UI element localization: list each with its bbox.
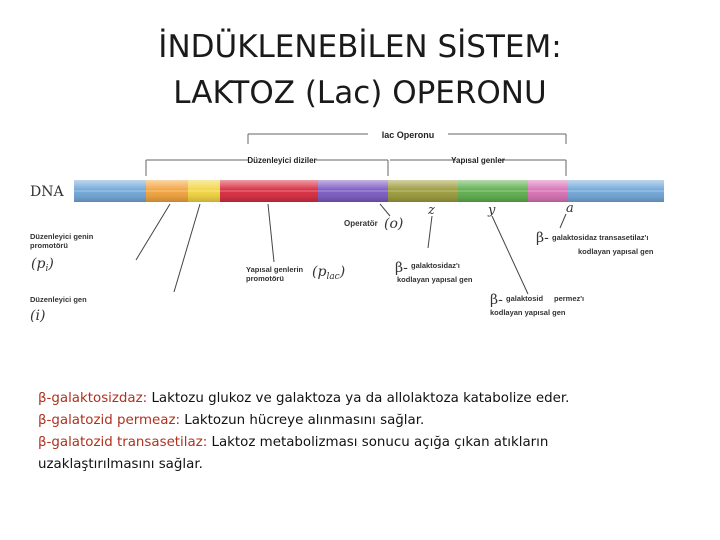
title-line-1: İNDÜKLENEBİLEN SİSTEM: (158, 29, 562, 65)
structural-promoter-label: Yapısal genlerin promotörü (246, 265, 304, 283)
lac-operon-diagram (0, 120, 720, 340)
regulator-gene-label: Düzenleyici gen (30, 295, 87, 304)
gene-a-label: a (566, 201, 574, 216)
description-transacetylase-cont (38, 454, 698, 476)
description-term: β-galatozid transasetilaz: (38, 435, 208, 450)
dna-strand (74, 180, 664, 202)
gene-z-label: z (428, 203, 435, 218)
regulatory-label: Düzenleyici diziler (247, 156, 317, 165)
dna-label: DNA (30, 184, 64, 200)
o-label: (o) (384, 216, 404, 232)
beta-symbol: β- (490, 292, 503, 308)
description-transacetylase (38, 432, 698, 454)
description-text: uzaklaştırılmasını sağlar. (38, 457, 203, 472)
plac-label: $(p_{lac})$ (312, 264, 346, 282)
i-label: (i) (30, 308, 46, 324)
description-text: Laktozu glukoz ve galaktoza ya da allolaktoza katabolize eder. (147, 391, 570, 406)
description-term: β-galaktosizdaz: (38, 391, 148, 406)
description-permease (38, 410, 698, 432)
operator-label: Operatör (344, 219, 378, 228)
transacetylase-label: galaktosidaz transasetilaz'ı kodlayan yapısal gen (552, 233, 654, 256)
description-text: Laktoz metabolizması sonucu açığa çıkan atıkların (207, 435, 549, 450)
beta-symbol: β- (395, 260, 408, 276)
description-term: β-galatozid permeaz: (38, 413, 180, 428)
galactosidase-label: galaktosidaz'ı kodlayan yapısal gen (397, 261, 473, 284)
beta-symbol: β- (536, 230, 549, 246)
pointer-lines (136, 204, 566, 294)
title-line-2: LAKTOZ (Lac) OPERONU (173, 75, 547, 111)
regulator-promoter-label: Düzenleyici genin promotörü (30, 232, 94, 250)
structural-label: Yapısal genler (451, 156, 505, 165)
lac-operon-label: lac Operonu (381, 130, 435, 140)
pi-label: $(p_i)$ (31, 256, 54, 274)
description-galactosidase (38, 388, 698, 410)
permease-label: galaktosid permez'ı kodlayan yapısal gen (490, 294, 585, 317)
gene-y-label: y (488, 203, 496, 218)
description-text: Laktozun hücreye alınmasını sağlar. (180, 413, 425, 428)
